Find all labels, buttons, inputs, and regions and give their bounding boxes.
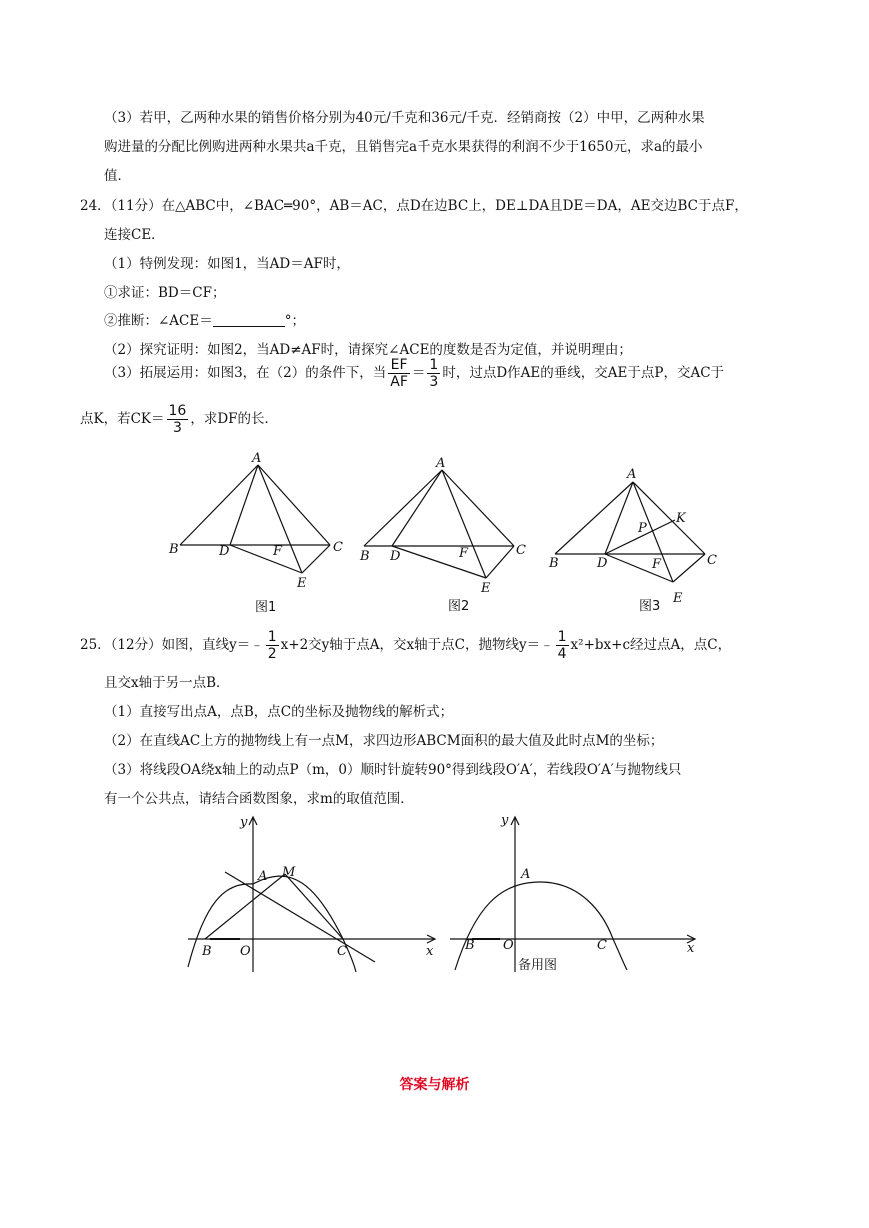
q23-part3-line3: 值． [104,168,131,184]
svg-text:A: A [627,467,637,482]
equals-sign: ＝ [411,365,426,381]
q25-text-2: x+2交y轴于点A，交x轴于点C，抛物线y＝﹣ [280,637,554,653]
svg-text:B: B [549,556,559,571]
svg-text:C: C [707,553,717,568]
q24-part2: （2）探究证明：如图2，当AD≠AF时，请探究∠ACE的度数是否为定值，并说明理由； [104,342,632,358]
fraction-numerator: 1 [429,357,439,373]
svg-text:O: O [503,938,514,953]
q24-line2: 连接CE． [104,227,165,243]
fraction-numerator: 16 [168,403,187,419]
fraction-denominator: AF [390,374,408,390]
svg-text:D: D [390,549,401,564]
q24-part1b-text: ②推断：∠ACE＝ [104,313,213,329]
svg-text:x: x [687,941,695,956]
svg-text:B: B [202,944,212,959]
fraction-one-quarter [556,630,569,661]
svg-text:C: C [597,938,607,953]
q24-part1: （1）特例发现：如图1，当AD＝AF时， [104,256,350,272]
q25-part3-line2: 有一个公共点，请结合函数图象，求m的取值范围． [104,791,414,807]
q25-part3: （3）将线段OA绕x轴上的动点P（m，0）顺时针旋转90°得到线段O′A′，若线段O′A′与抛物线只 [104,762,682,778]
q25-part2: （2）在直线AC上方的抛物线上有一点M，求四边形ABCM面积的最大值及此时点M的坐标； [104,733,664,749]
svg-text:F: F [273,544,283,559]
answer-section-heading: 答案与解析 [399,1077,470,1093]
svg-text:M: M [282,865,296,880]
svg-text:P: P [638,521,647,536]
geometry-figure-1 [160,445,360,620]
fraction-numerator: EF [388,358,410,374]
svg-text:D: D [219,544,230,559]
fraction-ef-af [388,358,410,389]
q24-part3-text-cont: 时，过点D作AE的垂线，交AE于点P，交AC于 [442,365,725,381]
q23-part3-line2: 购进量的分配比例购进两种水果共a千克，且销售完a千克水果获得的利润不少于1650元，求a的最小 [104,139,703,155]
svg-text:D: D [597,556,608,571]
svg-text:C: C [337,944,347,959]
q25-text-1: 25．（12分）如图，直线y＝﹣ [80,637,264,653]
fraction-numerator: 1 [557,629,567,645]
geometry-figure-2 [352,450,552,620]
svg-text:B: B [169,542,179,557]
svg-text:A: A [252,451,262,466]
geometry-figure-3 [545,460,735,620]
parabola-figure-backup [445,812,715,982]
q24-part1b [104,311,305,331]
svg-text:C: C [516,543,526,558]
fraction-16-3 [167,404,189,435]
q25-line1 [80,626,731,664]
fraction-one-third [427,358,440,389]
q25-part1: （1）直接写出点A，点B，点C的坐标及抛物线的解析式； [104,704,454,720]
parabola-figure-main [180,812,450,982]
q24-part1b-suffix: °； [284,313,305,329]
svg-text:E: E [481,581,491,596]
fraction-denominator: 3 [429,374,439,390]
svg-text:A: A [436,456,446,471]
figure-caption-1: 图1 [255,600,277,615]
svg-text:F: F [459,546,469,561]
svg-text:A: A [521,867,531,882]
svg-text:B: B [465,938,475,953]
svg-text:y: y [501,813,509,828]
svg-text:E: E [673,591,683,606]
q23-part3-line1: （3）若甲，乙两种水果的销售价格分别为40元/千克和36元/千克．经销商按（2）中甲，乙两种水果 [104,110,705,126]
q24-part3b-suffix: ，求DF的长． [190,411,279,427]
svg-text:B: B [360,549,370,564]
fraction-denominator: 4 [557,646,567,662]
svg-text:C: C [333,540,343,555]
svg-text:x: x [426,944,434,959]
fraction-numerator: 1 [267,629,277,645]
q24-part3 [104,354,724,392]
q25-line2: 且交x轴于另一点B． [104,675,230,691]
figure-caption-2: 图2 [448,599,470,614]
q24-line1: 24．（11分）在△ABC中，∠BAC═90°，AB＝AC，点D在边BC上，DE⊥DA且DE＝DA，AE交边BC于点F， [80,198,748,214]
fraction-denominator: 3 [172,420,182,436]
answer-blank[interactable] [213,312,285,327]
q24-part3-text: （3）拓展运用：如图3，在（2）的条件下，当 [104,365,387,381]
fraction-one-half [266,630,279,661]
q25-text-3: x²+bx+c经过点A，点C， [570,637,732,653]
svg-text:A: A [258,869,268,884]
svg-text:K: K [676,511,686,526]
svg-text:F: F [652,557,662,572]
svg-text:O: O [240,944,251,959]
figure-caption-3: 图3 [639,599,661,614]
svg-text:y: y [240,815,248,830]
backup-figure-caption: 备用图 [518,958,558,973]
q24-part3b-text: 点K，若CK＝ [80,411,165,427]
q24-part3-line2 [80,400,278,438]
q24-part1a: ①求证：BD＝CF； [104,285,226,301]
svg-text:E: E [297,576,307,591]
fraction-denominator: 2 [267,646,277,662]
